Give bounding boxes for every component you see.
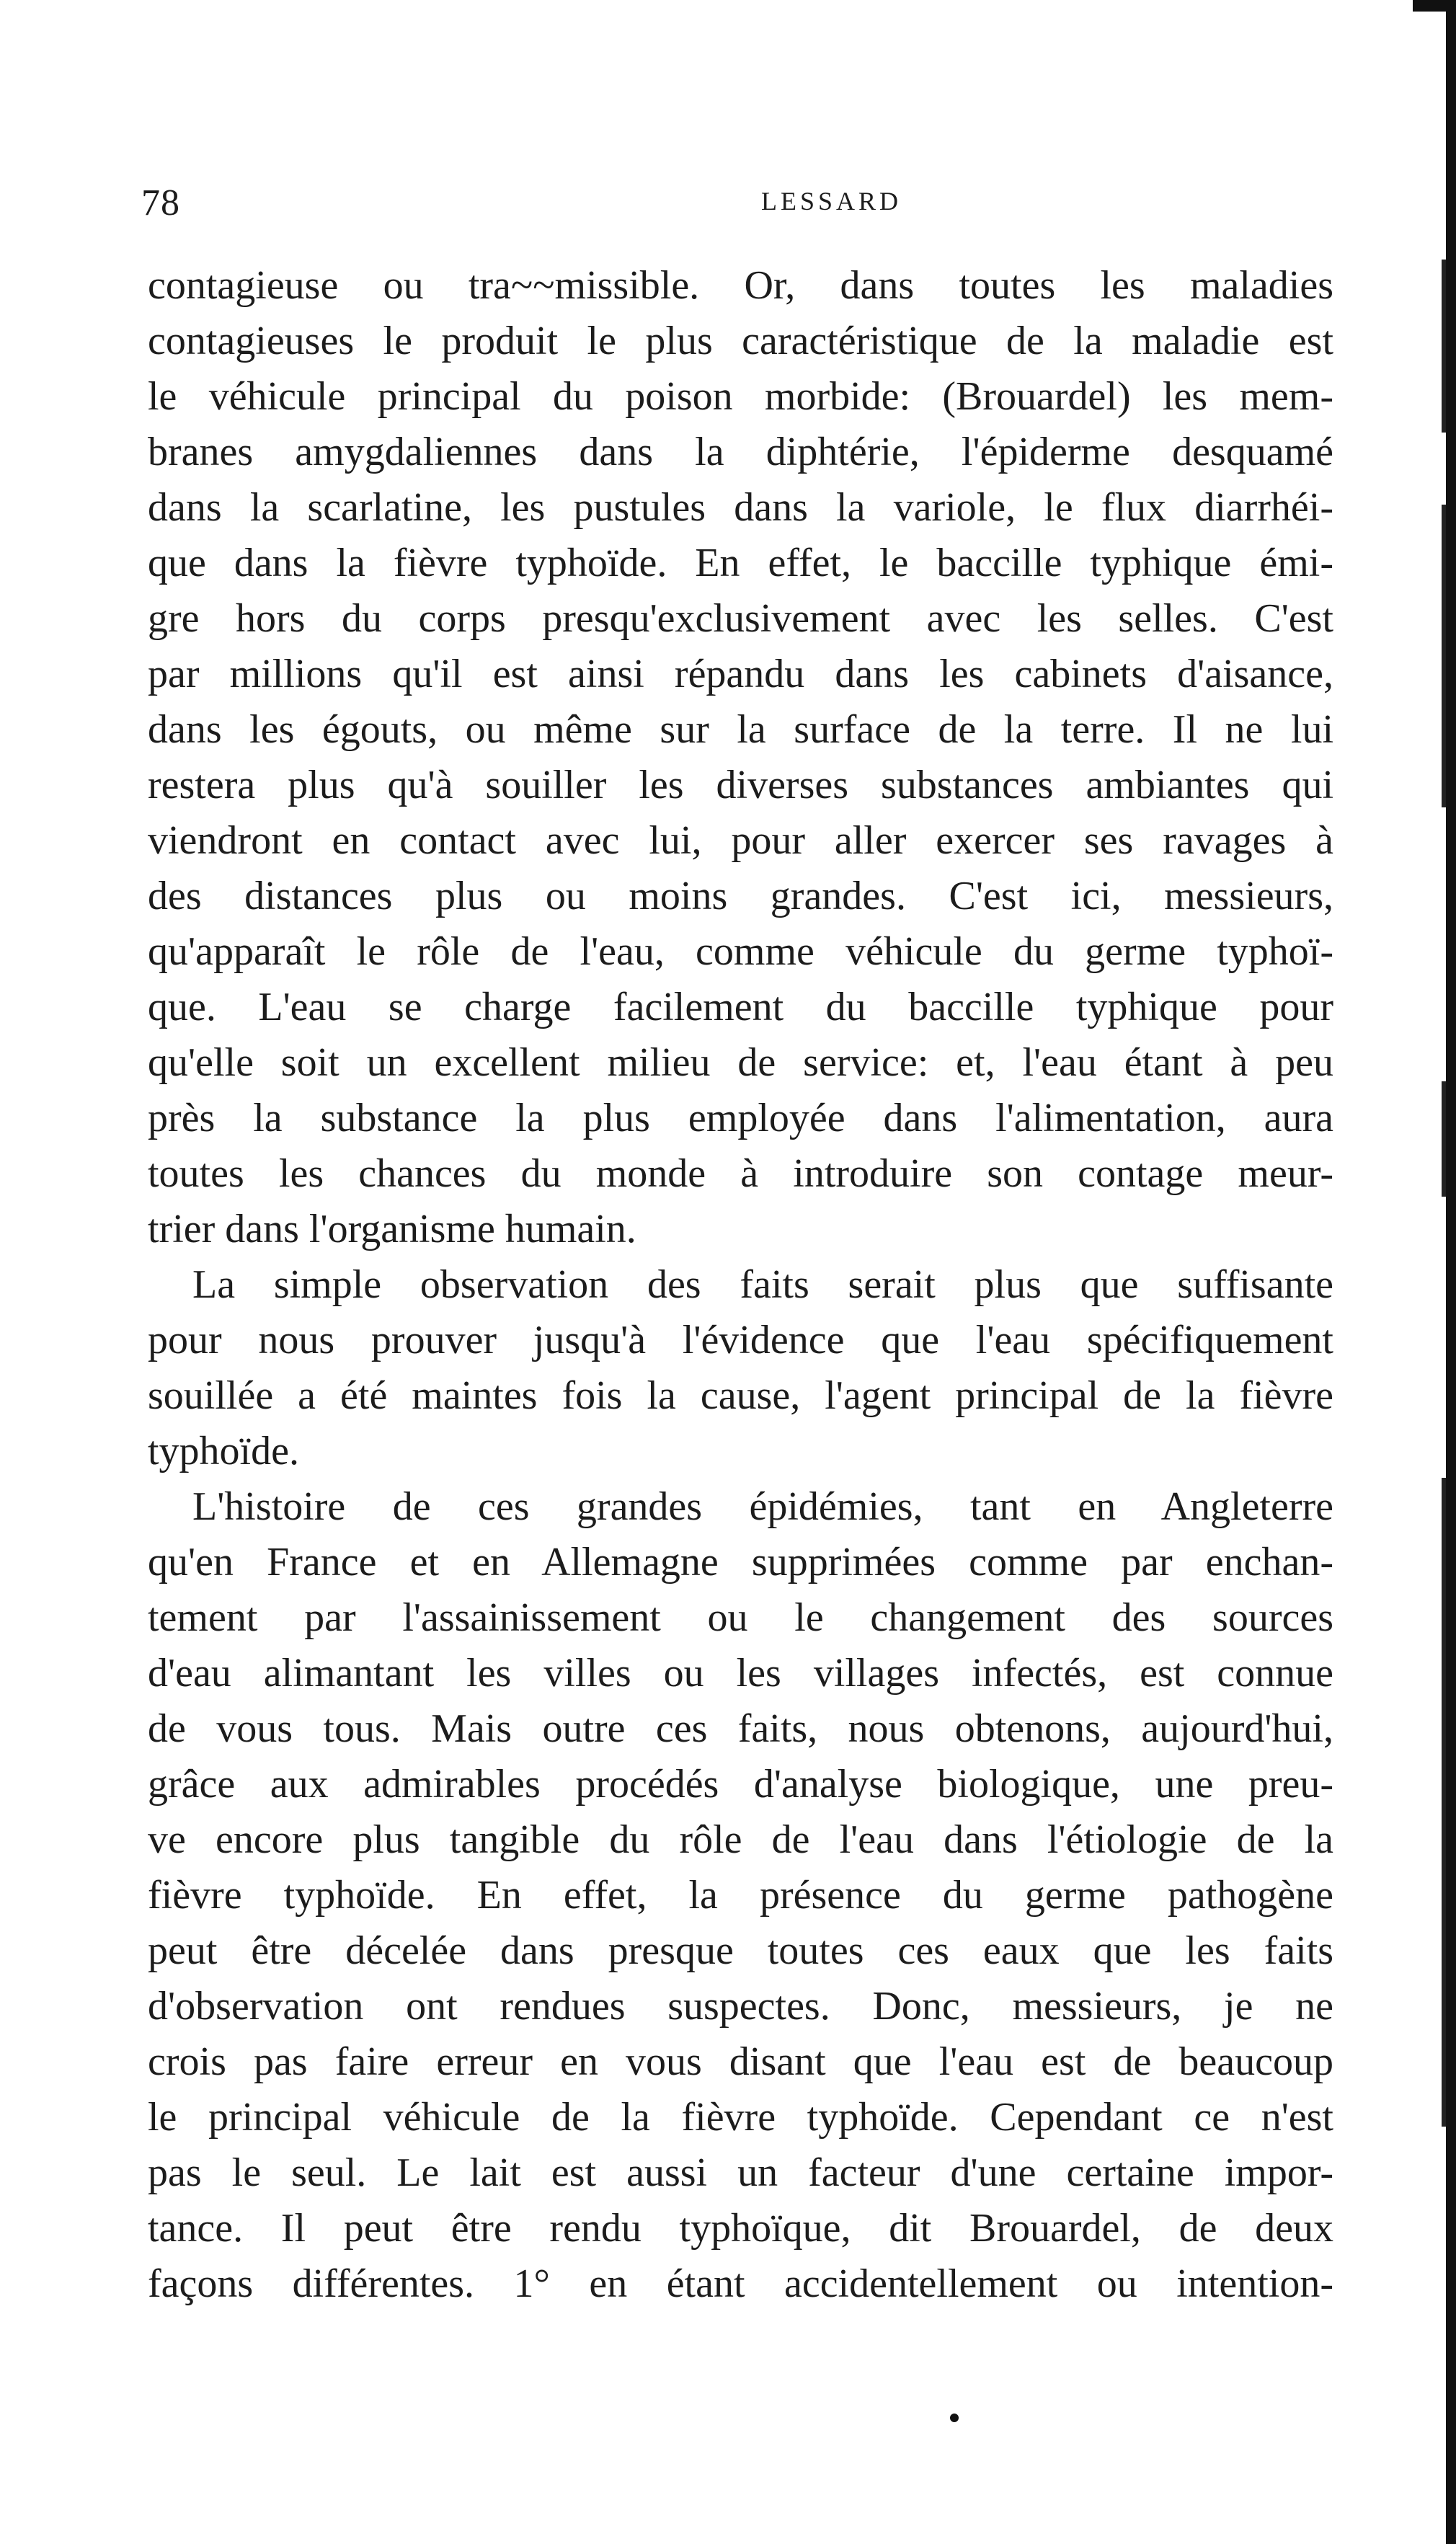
text-line: contagieuse ou tra~~missible. Or, dans toutes les maladies — [148, 263, 1333, 308]
text-line: que dans la fièvre typhoïde. En effet, le baccille typhique émi- — [148, 541, 1333, 585]
text-line: viendront en contact avec lui, pour aller exercer ses ravages à — [148, 818, 1333, 863]
scan-edge-noise — [1442, 505, 1446, 807]
text-line: pas le seul. Le lait est aussi un facteur d'une certaine impor- — [148, 2150, 1333, 2195]
text-line: toutes les chances du monde à introduire son contage meur- — [148, 1151, 1333, 1196]
text-line: La simple observation des faits serait plus que suffisante — [192, 1262, 1333, 1307]
running-head: LESSARD — [761, 187, 902, 216]
text-line: qu'en France et en Allemagne supprimées comme par enchan- — [148, 1540, 1333, 1585]
text-line: peut être décelée dans presque toutes ces eaux que les faits — [148, 1928, 1333, 1973]
body-text — [148, 258, 1333, 2312]
text-line: restera plus qu'à souiller les diverses substances ambiantes qui — [148, 763, 1333, 807]
text-line: qu'elle soit un excellent milieu de service: et, l'eau étant à peu — [148, 1040, 1333, 1085]
scan-edge-noise — [1442, 260, 1446, 433]
text-line: grâce aux admirables procédés d'analyse biologique, une preu- — [148, 1762, 1333, 1807]
text-line: que. L'eau se charge facilement du baccille typhique pour — [148, 985, 1333, 1029]
text-line: gre hors du corps presqu'exclusivement avec les selles. C'est — [148, 596, 1333, 641]
text-line: trier dans l'organisme humain. — [148, 1207, 636, 1251]
text-line: par millions qu'il est ainsi répandu dans les cabinets d'aisance, — [148, 652, 1333, 696]
scan-edge-corner — [1413, 0, 1456, 12]
page-number: 78 — [141, 182, 180, 223]
text-line: branes amygdaliennes dans la diphtérie, l'épiderme desquamé — [148, 430, 1333, 474]
text-line: contagieuses le produit le plus caractéristique de la maladie est — [148, 319, 1333, 363]
paragraph — [148, 258, 1333, 1257]
text-line: qu'apparaît le rôle de l'eau, comme véhicule du germe typhoï- — [148, 929, 1333, 974]
text-line: fièvre typhoïde. En effet, la présence du germe pathogène — [148, 1873, 1333, 1918]
text-line: d'eau alimantant les villes ou les villages infectés, est connue — [148, 1651, 1333, 1696]
text-line: ve encore plus tangible du rôle de l'eau dans l'étiologie de la — [148, 1817, 1333, 1862]
text-line: près la substance la plus employée dans l'alimentation, aura — [148, 1096, 1333, 1140]
text-line: tance. Il peut être rendu typhoïque, dit Brouardel, de deux — [148, 2206, 1333, 2251]
text-line: de vous tous. Mais outre ces faits, nous obtenons, aujourd'hui, — [148, 1706, 1333, 1751]
text-line: le principal véhicule de la fièvre typhoïde. Cependant ce n'est — [148, 2095, 1333, 2140]
text-line: tement par l'assainissement ou le changement des sources — [148, 1595, 1333, 1640]
text-line: des distances plus ou moins grandes. C'est ici, messieurs, — [148, 874, 1333, 918]
text-line: façons différentes. 1° en étant accidentellement ou intention- — [148, 2261, 1333, 2306]
scan-edge-border — [1446, 0, 1456, 2544]
text-line: souillée a été maintes fois la cause, l'agent principal de la fièvre — [148, 1373, 1333, 1418]
paragraph — [148, 1257, 1333, 1479]
page-header — [141, 182, 1352, 232]
text-line: crois pas faire erreur en vous disant que l'eau est de beaucoup — [148, 2039, 1333, 2084]
text-line: dans la scarlatine, les pustules dans la variole, le flux diarrhéi- — [148, 485, 1333, 530]
ink-speck — [950, 2414, 959, 2422]
text-line: le véhicule principal du poison morbide: (Brouardel) les mem- — [148, 374, 1333, 419]
scan-edge-noise — [1442, 1081, 1446, 1197]
paragraph — [148, 1479, 1333, 2312]
scan-edge-noise — [1442, 1478, 1446, 2127]
text-line: dans les égouts, ou même sur la surface de la terre. Il ne lui — [148, 707, 1333, 752]
text-line: typhoïde. — [148, 1429, 299, 1473]
text-line: pour nous prouver jusqu'à l'évidence que l'eau spécifiquement — [148, 1318, 1333, 1362]
text-line: L'histoire de ces grandes épidémies, tant en Angleterre — [192, 1484, 1333, 1529]
text-line: d'observation ont rendues suspectes. Donc, messieurs, je ne — [148, 1984, 1333, 2029]
